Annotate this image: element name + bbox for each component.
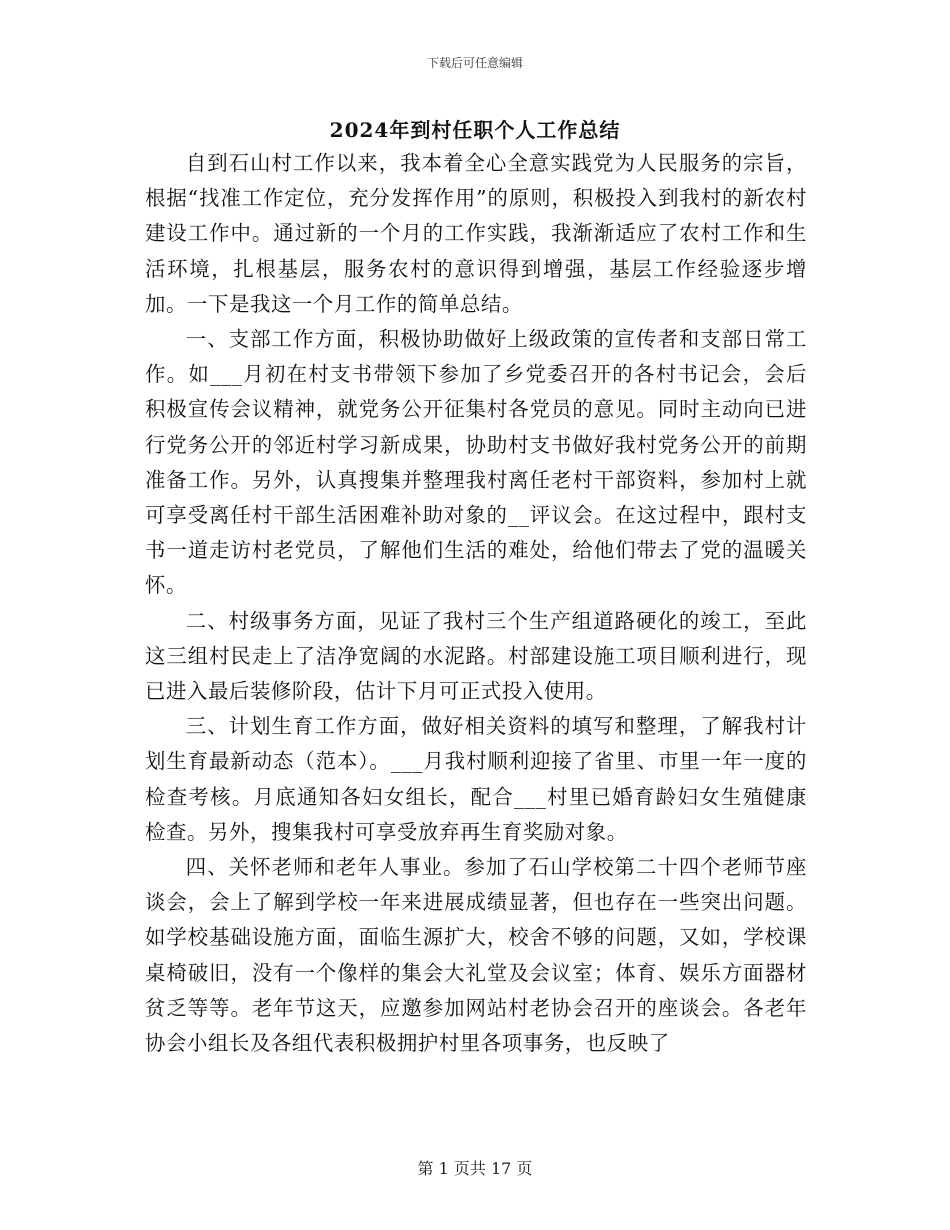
document-title: 2024年到村任职个人工作总结 bbox=[329, 118, 621, 142]
paragraph-party-branch: 一、支部工作方面，积极协助做好上级政策的宣传者和支部日常工作。如___月初在村支书带领下参加了乡党委召开的各村书记会，会后积极宣传会议精神，就党务公开征集村各党员的意见。同时主动向已进行党务公开的邻近村学习新成果，协助村支书做好我村党务公开的前期准备工作。另外，认真搜集并整理我村离任老村干部资料，参加村上就可享受离任村干部生活困难补助对象的__评议会。在这过程中，跟村支书一道走访村老党员，了解他们生活的难处，给他们带去了党的温暖关怀。 bbox=[145, 327, 807, 598]
paragraph-teachers-elderly: 四、关怀老师和老年人事业。参加了石山学校第二十四个老师节座谈会，会上了解到学校一年来进展成绩显著，但也存在一些突出问题。如学校基础设施方面，面临生源扩大，校舍不够的问题，又如，学校课桌椅破旧，没有一个像样的集会大礼堂及会议室；体育、娱乐方面器材贫乏等等。老年节这天，应邀参加网站村老协会召开的座谈会。各老年协会小组长及各组代表积极拥护村里各项事务，也反映了 bbox=[145, 855, 807, 1056]
paragraph-village-affairs: 二、村级事务方面，见证了我村三个生产组道路硬化的竣工，至此这三组村民走上了洁净宽阔的水泥路。村部建设施工项目顺利进行，现已进入最后装修阶段，估计下月可正式投入使用。 bbox=[145, 608, 807, 704]
paragraph-family-planning: 三、计划生育工作方面，做好相关资料的填写和整理，了解我村计划生育最新动态（范本）。___月我村顺利迎接了省里、市里一年一度的检查考核。月底通知各妇女组长，配合___村里已婚育龄妇女生殖健康检查。另外，搜集我村可享受放弃再生育奖励对象。 bbox=[145, 714, 807, 844]
header-note: 下载后可任意编辑 bbox=[426, 56, 523, 70]
paragraph-intro: 自到石山村工作以来，我本着全心全意实践党为人民服务的宗旨，根据“找准工作定位，充分发挥作用”的原则，积极投入到我村的新农村建设工作中。通过新的一个月的工作实践，我渐渐适应了农村工作和生活环境，扎根基层，服务农村的意识得到增强，基层工作经验逐步增加。一下是我这一个月工作的简单总结。 bbox=[145, 151, 807, 316]
page-number-footer: 第 1 页共 17 页 bbox=[417, 1159, 533, 1178]
document-body bbox=[145, 146, 807, 1061]
